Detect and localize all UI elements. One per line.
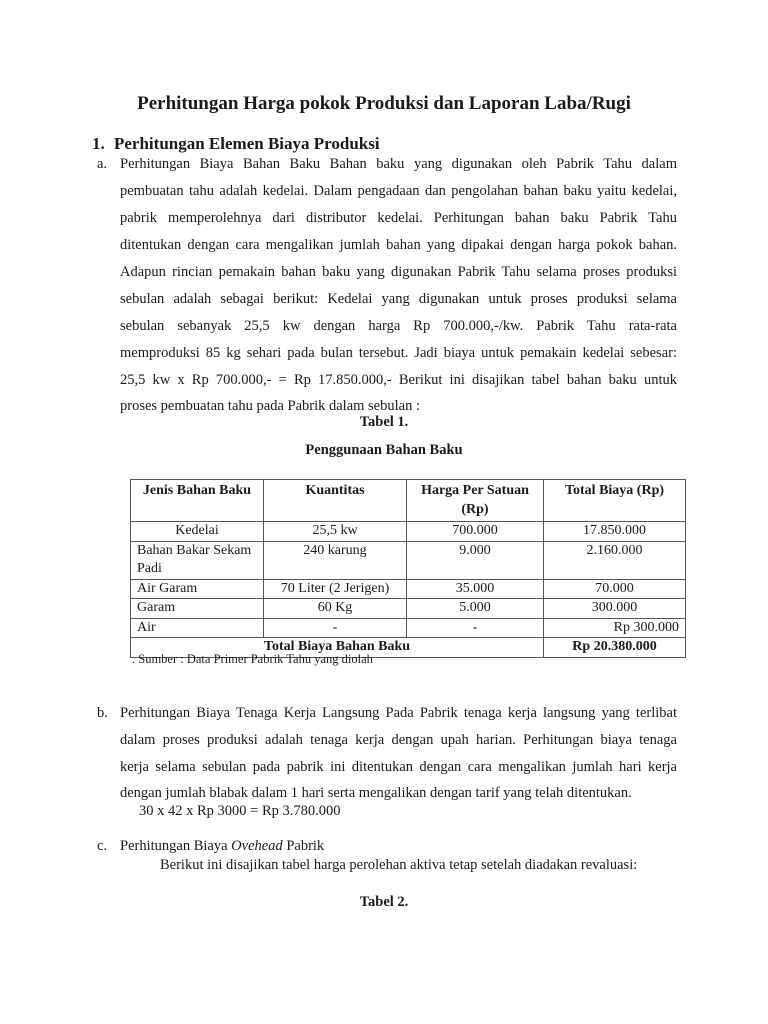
table-cell: 35.000 (407, 579, 544, 599)
item-a-line: 25,5 kw x Rp 700.000,- = Rp 17.850.000,- Berikut ini disajikan tabel bahan baku untuk (120, 372, 677, 388)
table-cell: 70.000 (544, 579, 686, 599)
table1-label: Tabel 1. (359, 414, 409, 430)
item-c-title (120, 838, 324, 855)
table-row (131, 579, 686, 599)
item-c-title-prefix: Perhitungan Biaya (120, 838, 232, 854)
table-cell: Air (131, 618, 264, 638)
table-row (131, 541, 686, 579)
item-b-line: dalam proses produksi adalah tenaga kerja dengan upah harian. Perhitungan biaya tenaga (120, 732, 677, 748)
table-cell: 25,5 kw (264, 522, 407, 542)
item-a-line: pembuatan tahu adalah kedelai. Dalam pengadaan dan pengolahan bahan baku yaitu kedelai, (120, 183, 677, 199)
table-cell: 17.850.000 (544, 522, 686, 542)
bahan-baku-table (130, 479, 686, 658)
total-label: Total Biaya Bahan Baku (131, 638, 544, 658)
table-cell: - (264, 618, 407, 638)
table-cell: Bahan Bakar Sekam Padi (131, 541, 264, 579)
item-c-title-italic: Ovehead (231, 838, 283, 854)
item-a-line: pabrik memperolehnya dari distributor kedelai. Perhitungan bahan baku Pabrik Tahu (120, 210, 677, 226)
item-a-line: Adapun rincian pemakain bahan baku yang digunakan Pabrik Tahu selama proses produksi (120, 264, 677, 280)
header-total: Total Biaya (Rp) (544, 480, 686, 522)
table-cell: Garam (131, 599, 264, 619)
item-a-last-line: proses pembuatan tahu pada Pabrik dalam sebulan : (120, 398, 420, 414)
table-cell: Air Garam (131, 579, 264, 599)
header-kuantitas: Kuantitas (264, 480, 407, 522)
section-heading: Perhitungan Elemen Biaya Produksi (114, 134, 380, 153)
item-a-marker: a. (97, 156, 108, 172)
total-value: Rp 20.380.000 (544, 638, 686, 658)
header-jenis: Jenis Bahan Baku (131, 480, 264, 522)
item-a-line: memproduksi 85 kg sehari pada bulan tersebut. Jadi biaya untuk pemakain kedelai sebesar: (120, 345, 677, 361)
item-b-line: Perhitungan Biaya Tenaga Kerja Langsung Pada Pabrik tenaga kerja langsung yang terlibat (120, 705, 677, 721)
item-b-marker: b. (97, 705, 108, 721)
table-cell: 700.000 (407, 522, 544, 542)
item-b-line: kerja selama sebulan pada pabrik ini ditentukan dengan cara mengalikan jumlah hari kerja (120, 759, 677, 775)
table1-caption: Penggunaan Bahan Baku (305, 442, 463, 458)
table-cell: 240 karung (264, 541, 407, 579)
table-row (131, 618, 686, 638)
table2-label: Tabel 2. (359, 894, 409, 910)
item-c-marker: c. (97, 838, 108, 854)
table-row (131, 522, 686, 542)
table-header-row (131, 480, 686, 522)
item-b-last-line: dengan jumlah blabak dalam 1 hari serta mengalikan dengan tarif yang telah ditentukan. (120, 785, 632, 801)
item-c-title-suffix: Pabrik (282, 838, 325, 854)
item-a-line: sebulan sebanyak 25,5 kw dengan harga Rp 700.000,-/kw. Pabrik Tahu rata-rata (120, 318, 677, 334)
page-title: Perhitungan Harga pokok Produksi dan Laporan Laba/Rugi (137, 93, 631, 114)
section-number: 1. (92, 134, 105, 153)
item-c-text: Berikut ini disajikan tabel harga perolehan aktiva tetap setelah diadakan revaluasi: (160, 857, 638, 873)
table1-source: . Sumber : Data Primer Pabrik Tahu yang diolah (132, 652, 373, 666)
table-cell: 60 Kg (264, 599, 407, 619)
table-row (131, 599, 686, 619)
item-a-line: ditentukan dengan cara mengalikan jumlah bahan yang dipakai dengan harga pokok bahan. (120, 237, 677, 253)
item-b-formula: 30 x 42 x Rp 3000 = Rp 3.780.000 (139, 803, 341, 819)
item-a-line: Perhitungan Biaya Bahan Baku Bahan baku yang digunakan oleh Pabrik Tahu dalam (120, 156, 677, 172)
table-cell: - (407, 618, 544, 638)
table-cell: Kedelai (131, 522, 264, 542)
header-harga: Harga Per Satuan (Rp) (407, 480, 544, 522)
item-a-line: sebulan adalah sebagai berikut: Kedelai yang digunakan untuk proses produksi selama (120, 291, 677, 307)
table-cell: 5.000 (407, 599, 544, 619)
table-cell: 2.160.000 (544, 541, 686, 579)
table-cell: 9.000 (407, 541, 544, 579)
table-cell: Rp 300.000 (544, 618, 686, 638)
table-cell: 300.000 (544, 599, 686, 619)
table-cell: 70 Liter (2 Jerigen) (264, 579, 407, 599)
